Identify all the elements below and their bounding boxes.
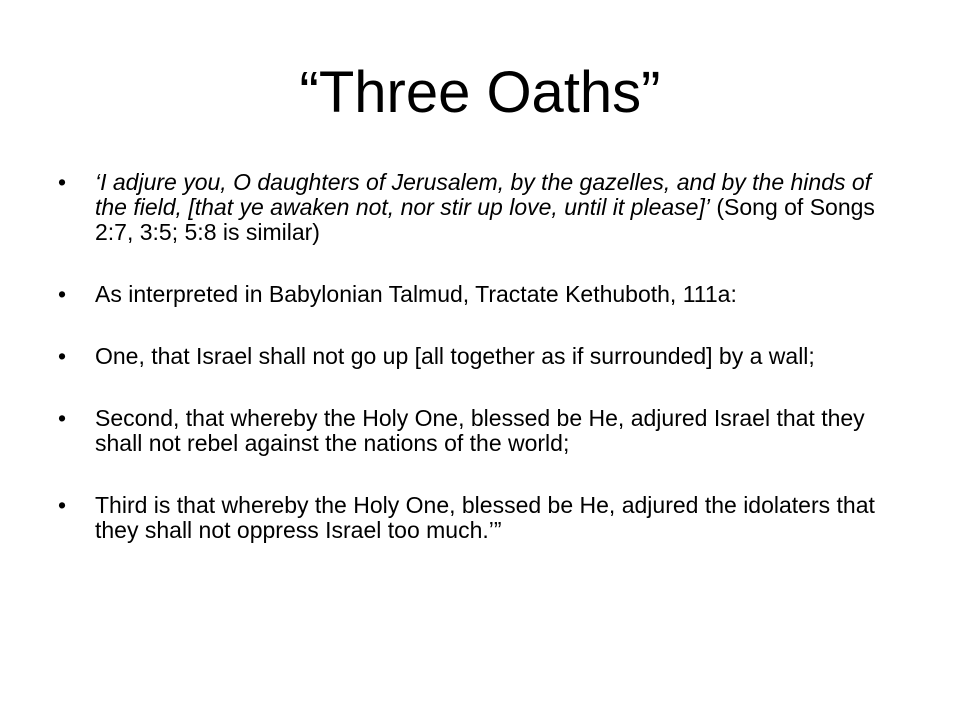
bullet-text: Third is that whereby the Holy One, blessed be He, adjured the idolaters that they shall not oppress Israel too much.’” (95, 492, 875, 543)
song-of-songs-citation: (Song of Songs 2:7, 3:5; 5:8 is similar) (95, 194, 875, 245)
song-of-songs-quote: ‘I adjure you, O daughters of Jerusalem, by the gazelles, and by the hinds of the field, [that ye awaken not, nor stir up love, until it please]’ (95, 169, 872, 220)
bullet-item (58, 493, 888, 543)
bullet-marker: • (58, 343, 67, 369)
bullet-text: As interpreted in Babylonian Talmud, Tractate Kethuboth, 111a: (95, 281, 737, 307)
bullet-text: One, that Israel shall not go up [all together as if surrounded] by a wall; (95, 343, 815, 369)
bullet-item (58, 282, 888, 307)
bullet-marker: • (58, 492, 67, 518)
bullet-marker: • (58, 281, 67, 307)
bullet-text: Second, that whereby the Holy One, blessed be He, adjured Israel that they shall not rebel against the nations of the world; (95, 405, 865, 456)
bullet-item (58, 344, 888, 369)
slide-title: “Three Oaths” (299, 60, 661, 125)
bullet-marker: • (58, 405, 67, 431)
bullet-marker: • (58, 169, 67, 195)
bullet-list (58, 170, 888, 580)
bullet-item (58, 406, 888, 456)
bullet-item (58, 170, 888, 245)
